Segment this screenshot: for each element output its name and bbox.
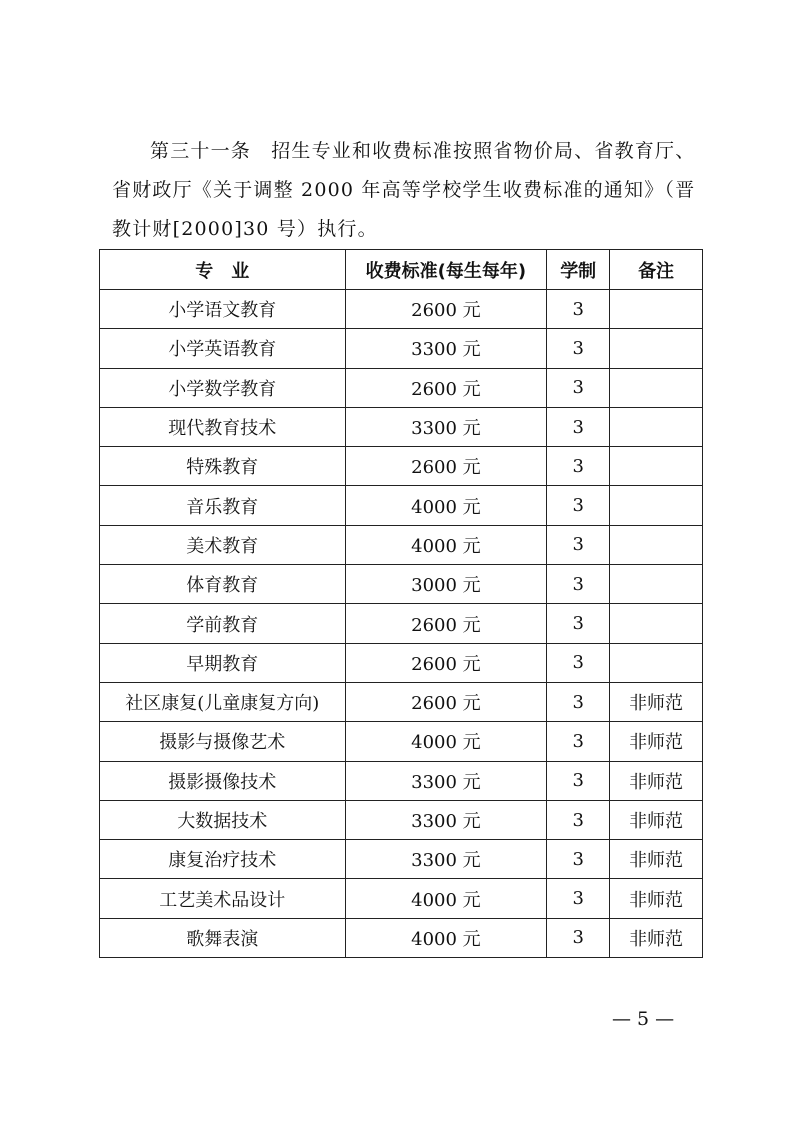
cell-fee: 2600 元 <box>345 682 547 721</box>
cell-notes: 非师范 <box>610 918 703 957</box>
cell-major: 小学英语教育 <box>100 329 346 368</box>
paragraph-line: 第三十一条 招生专业和收费标准按照省物价局、省教育厅、 <box>150 140 696 162</box>
cell-duration: 3 <box>547 447 610 486</box>
cell-major: 早期教育 <box>100 643 346 682</box>
article-paragraph <box>112 132 712 249</box>
cell-notes <box>610 368 703 407</box>
table-row <box>100 486 703 525</box>
cell-duration: 3 <box>547 840 610 879</box>
cell-notes <box>610 407 703 446</box>
cell-notes <box>610 604 703 643</box>
cell-notes: 非师范 <box>610 879 703 918</box>
cell-notes: 非师范 <box>610 800 703 839</box>
page-number: — 5 — <box>612 1008 675 1030</box>
table-row <box>100 840 703 879</box>
cell-major: 体育教育 <box>100 565 346 604</box>
table-row <box>100 525 703 564</box>
cell-duration: 3 <box>547 761 610 800</box>
cell-major: 特殊教育 <box>100 447 346 486</box>
cell-duration: 3 <box>547 486 610 525</box>
cell-major: 音乐教育 <box>100 486 346 525</box>
cell-duration: 3 <box>547 682 610 721</box>
cell-notes <box>610 447 703 486</box>
table-row <box>100 918 703 957</box>
cell-major: 社区康复(儿童康复方向) <box>100 682 346 721</box>
cell-notes: 非师范 <box>610 761 703 800</box>
table-row <box>100 761 703 800</box>
cell-duration: 3 <box>547 368 610 407</box>
cell-major: 大数据技术 <box>100 800 346 839</box>
cell-fee: 4000 元 <box>345 722 547 761</box>
cell-notes <box>610 329 703 368</box>
cell-duration: 3 <box>547 879 610 918</box>
cell-fee: 3300 元 <box>345 761 547 800</box>
cell-fee: 2600 元 <box>345 368 547 407</box>
cell-duration: 3 <box>547 407 610 446</box>
cell-fee: 2600 元 <box>345 604 547 643</box>
cell-major: 美术教育 <box>100 525 346 564</box>
cell-major: 摄影摄像技术 <box>100 761 346 800</box>
cell-fee: 3300 元 <box>345 840 547 879</box>
fee-table <box>99 249 703 958</box>
cell-fee: 3300 元 <box>345 800 547 839</box>
cell-fee: 2600 元 <box>345 447 547 486</box>
cell-fee: 4000 元 <box>345 525 547 564</box>
cell-duration: 3 <box>547 525 610 564</box>
table-row <box>100 290 703 329</box>
header-major: 专 业 <box>100 250 346 290</box>
paragraph-line: 教计财[2000]30 号）执行。 <box>112 218 378 240</box>
table-row <box>100 604 703 643</box>
cell-fee: 4000 元 <box>345 879 547 918</box>
cell-fee: 3000 元 <box>345 565 547 604</box>
cell-duration: 3 <box>547 800 610 839</box>
cell-major: 学前教育 <box>100 604 346 643</box>
cell-duration: 3 <box>547 604 610 643</box>
cell-major: 歌舞表演 <box>100 918 346 957</box>
cell-major: 摄影与摄像艺术 <box>100 722 346 761</box>
cell-duration: 3 <box>547 329 610 368</box>
cell-major: 康复治疗技术 <box>100 840 346 879</box>
table-row <box>100 722 703 761</box>
table-row <box>100 368 703 407</box>
cell-major: 小学数学教育 <box>100 368 346 407</box>
cell-major: 小学语文教育 <box>100 290 346 329</box>
cell-notes <box>610 565 703 604</box>
cell-fee: 2600 元 <box>345 643 547 682</box>
cell-notes: 非师范 <box>610 682 703 721</box>
table-row <box>100 447 703 486</box>
table-row <box>100 682 703 721</box>
cell-fee: 4000 元 <box>345 486 547 525</box>
table-row <box>100 800 703 839</box>
cell-fee: 2600 元 <box>345 290 547 329</box>
cell-notes <box>610 525 703 564</box>
header-fee: 收费标准(每生每年) <box>345 250 547 290</box>
cell-duration: 3 <box>547 565 610 604</box>
paragraph-line: 省财政厅《关于调整 2000 年高等学校学生收费标准的通知》（晋 <box>112 179 696 201</box>
cell-notes: 非师范 <box>610 722 703 761</box>
cell-major: 现代教育技术 <box>100 407 346 446</box>
table-header-row <box>100 250 703 290</box>
table-row <box>100 643 703 682</box>
cell-duration: 3 <box>547 290 610 329</box>
cell-notes <box>610 486 703 525</box>
table-row <box>100 407 703 446</box>
cell-notes: 非师范 <box>610 840 703 879</box>
table-row <box>100 565 703 604</box>
cell-fee: 3300 元 <box>345 407 547 446</box>
cell-notes <box>610 643 703 682</box>
cell-fee: 4000 元 <box>345 918 547 957</box>
table-row <box>100 879 703 918</box>
cell-major: 工艺美术品设计 <box>100 879 346 918</box>
cell-duration: 3 <box>547 918 610 957</box>
cell-notes <box>610 290 703 329</box>
cell-duration: 3 <box>547 643 610 682</box>
header-notes: 备注 <box>610 250 703 290</box>
header-duration: 学制 <box>547 250 610 290</box>
table-row <box>100 329 703 368</box>
cell-duration: 3 <box>547 722 610 761</box>
cell-fee: 3300 元 <box>345 329 547 368</box>
